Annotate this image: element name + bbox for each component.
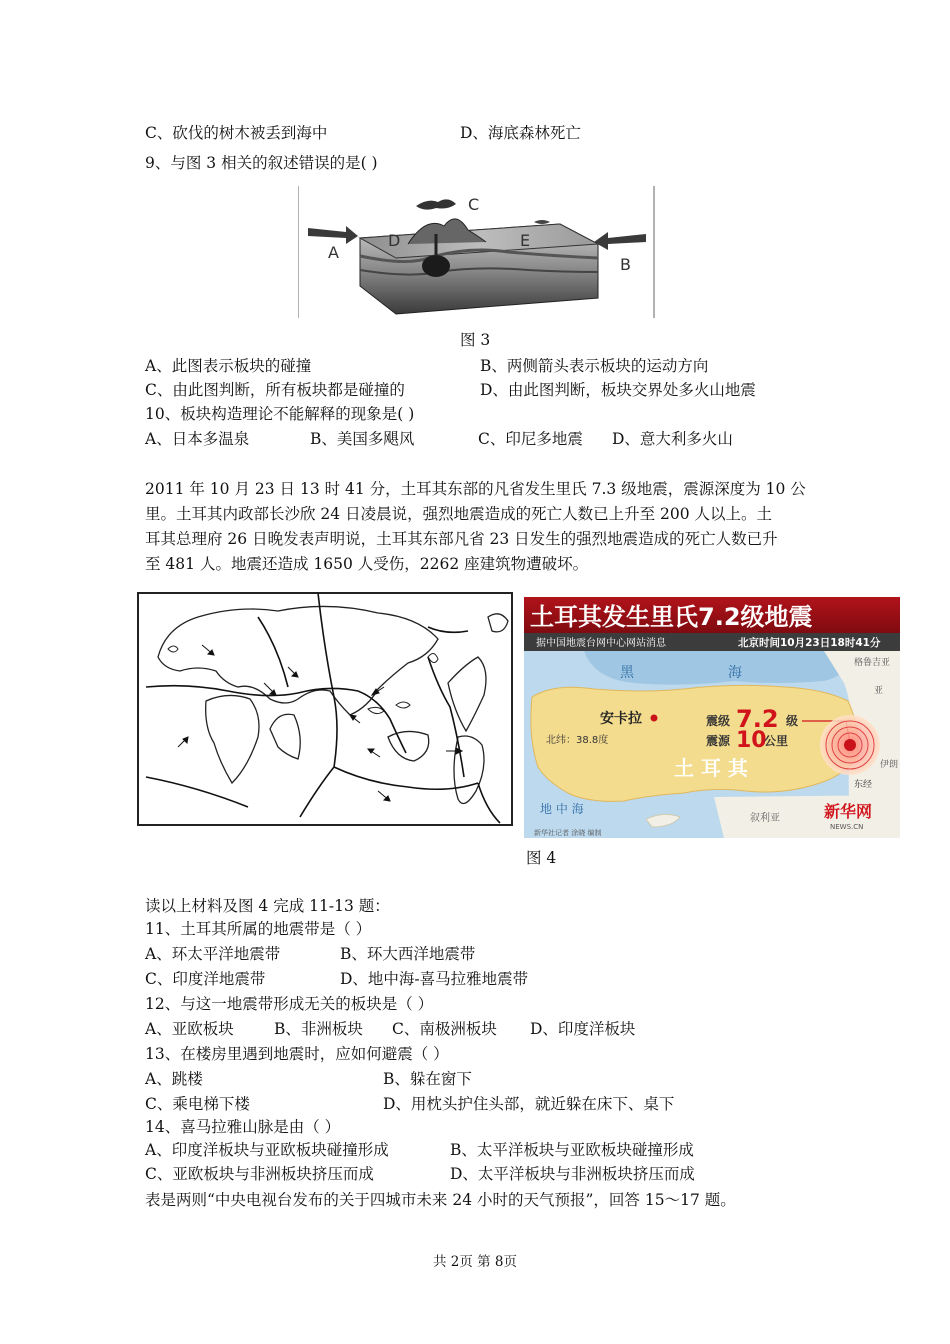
magnitude-value: 7.2: [736, 705, 779, 733]
q14-option-c: C、亚欧板块与非洲板块挤压而成: [145, 1165, 374, 1183]
label-turkey: 土 耳 其: [674, 756, 748, 780]
label-latitude: 北纬：38.8度: [546, 735, 609, 746]
q10-stem: 10、板块构造理论不能解释的现象是( ): [145, 405, 415, 423]
q11-stem: 11、土耳其所属的地震带是（ ）: [145, 920, 372, 938]
q11-option-b: B、环大西洋地震带: [340, 945, 476, 963]
xinhua-logo: 新华网: [824, 802, 873, 821]
label-longitude: 东经: [854, 780, 873, 790]
news-credit: 新华社记者 涂晓 编制: [534, 829, 602, 837]
passage-line: 耳其总理府 26 日晚发表声明说，土耳其东部凡省 23 日发生的强烈地震造成的死亡人数已升: [145, 530, 778, 548]
fig3-label-b: B: [620, 255, 631, 274]
table-intro: 表是两则“中央电视台发布的关于四城市未来 24 小时的天气预报”，回答 15～17 题。: [145, 1191, 736, 1209]
news-time: 北京时间10月23日18时41分: [738, 637, 881, 649]
q12-option-b: B、非洲板块: [274, 1020, 363, 1038]
q14-option-b: B、太平洋板块与亚欧板块碰撞形成: [450, 1141, 694, 1159]
fig3-label-e: E: [520, 231, 531, 250]
fig3-label-c: C: [468, 195, 480, 214]
q10-option-a: A、日本多温泉: [145, 430, 250, 448]
magnitude-label: 震级: [706, 714, 731, 728]
q8-option-c: C、砍伐的树木被丢到海中: [145, 124, 328, 142]
q13-option-c: C、乘电梯下楼: [145, 1095, 250, 1113]
fig3-label-d: D: [388, 231, 401, 250]
passage-line: 2011 年 10 月 23 日 13 时 41 分，土耳其东部的凡省发生里氏 7.3 级地震，震源深度为 10 公: [145, 480, 806, 498]
figure-4-turkey-earthquake-graphic: [524, 597, 900, 838]
passage-line: 至 481 人。地震还造成 1650 人受伤，2262 座建筑物遭破坏。: [145, 555, 589, 573]
fig3-label-a: A: [328, 243, 339, 262]
q9-option-d: D、由此图判断，板块交界处多火山地震: [480, 381, 756, 399]
instructions: 读以上材料及图 4 完成 11-13 题：: [145, 897, 390, 915]
q10-option-b: B、美国多飓风: [310, 430, 415, 448]
label-mediterranean: 地 中 海: [540, 802, 584, 816]
depth-label: 震源: [706, 734, 731, 748]
depth-unit: 公里: [764, 734, 789, 748]
depth-value: 10: [736, 728, 767, 753]
q8-option-d: D、海底森林死亡: [460, 124, 581, 142]
q9-option-a: A、此图表示板块的碰撞: [145, 357, 312, 375]
q10-option-d: D、意大利多火山: [612, 430, 733, 448]
passage-line: 里。土耳其内政部长沙欣 24 日凌晨说，强烈地震造成的死亡人数已上升至 200 人以上。土: [145, 505, 773, 523]
label-black-sea: 黑: [620, 665, 634, 681]
q11-option-c: C、印度洋地震带: [145, 970, 266, 988]
news-source: 据中国地震台网中心网站消息: [536, 638, 666, 649]
q12-option-a: A、亚欧板块: [145, 1020, 234, 1038]
q14-option-a: A、印度洋板块与亚欧板块碰撞形成: [145, 1141, 389, 1159]
q9-stem: 9、与图 3 相关的叙述错误的是( ): [145, 154, 378, 172]
label-syria: 叙利亚: [750, 813, 780, 824]
figure-3-plate-collision: [298, 186, 656, 318]
label-iran: 伊朗: [880, 760, 899, 770]
label-georgia: 格鲁吉亚: [854, 658, 891, 668]
q13-option-b: B、躲在窗下: [383, 1070, 472, 1088]
label-armenia: 亚: [874, 686, 884, 696]
label-ankara: 安卡拉: [600, 711, 642, 727]
xinhua-url: NEWS.CN: [830, 823, 864, 831]
q10-option-c: C、印尼多地震: [478, 430, 583, 448]
q11-option-a: A、环太平洋地震带: [145, 945, 281, 963]
magnitude-unit: 级: [786, 714, 799, 728]
q13-stem: 13、在楼房里遇到地震时，应如何避震（ ）: [145, 1045, 449, 1063]
q12-stem: 12、与这一地震带形成无关的板块是（ ）: [145, 995, 434, 1013]
news-headline: 土耳其发生里氏7.2级地震: [530, 603, 813, 631]
q14-stem: 14、喜马拉雅山脉是由（ ）: [145, 1118, 341, 1136]
earthquake-passage: [145, 477, 810, 577]
q11-option-d: D、地中海-喜马拉雅地震带: [340, 970, 529, 988]
label-black-sea-2: 海: [728, 665, 742, 681]
q12-option-d: D、印度洋板块: [530, 1020, 636, 1038]
q13-option-a: A、跳楼: [145, 1070, 203, 1088]
q9-option-c: C、由此图判断，所有板块都是碰撞的: [145, 381, 405, 399]
page-footer: 共 2页 第 8页: [432, 1254, 518, 1270]
q12-option-c: C、南极洲板块: [392, 1020, 497, 1038]
figure-4-caption: 图 4: [526, 849, 557, 867]
q14-option-d: D、太平洋板块与非洲板块挤压而成: [450, 1165, 695, 1183]
figure-3-caption: 图 3: [460, 331, 491, 349]
q9-option-b: B、两侧箭头表示板块的运动方向: [480, 357, 709, 375]
figure-4-world-plates-map: [128, 587, 522, 845]
q13-option-d: D、用枕头护住头部，就近躲在床下、桌下: [383, 1095, 675, 1113]
